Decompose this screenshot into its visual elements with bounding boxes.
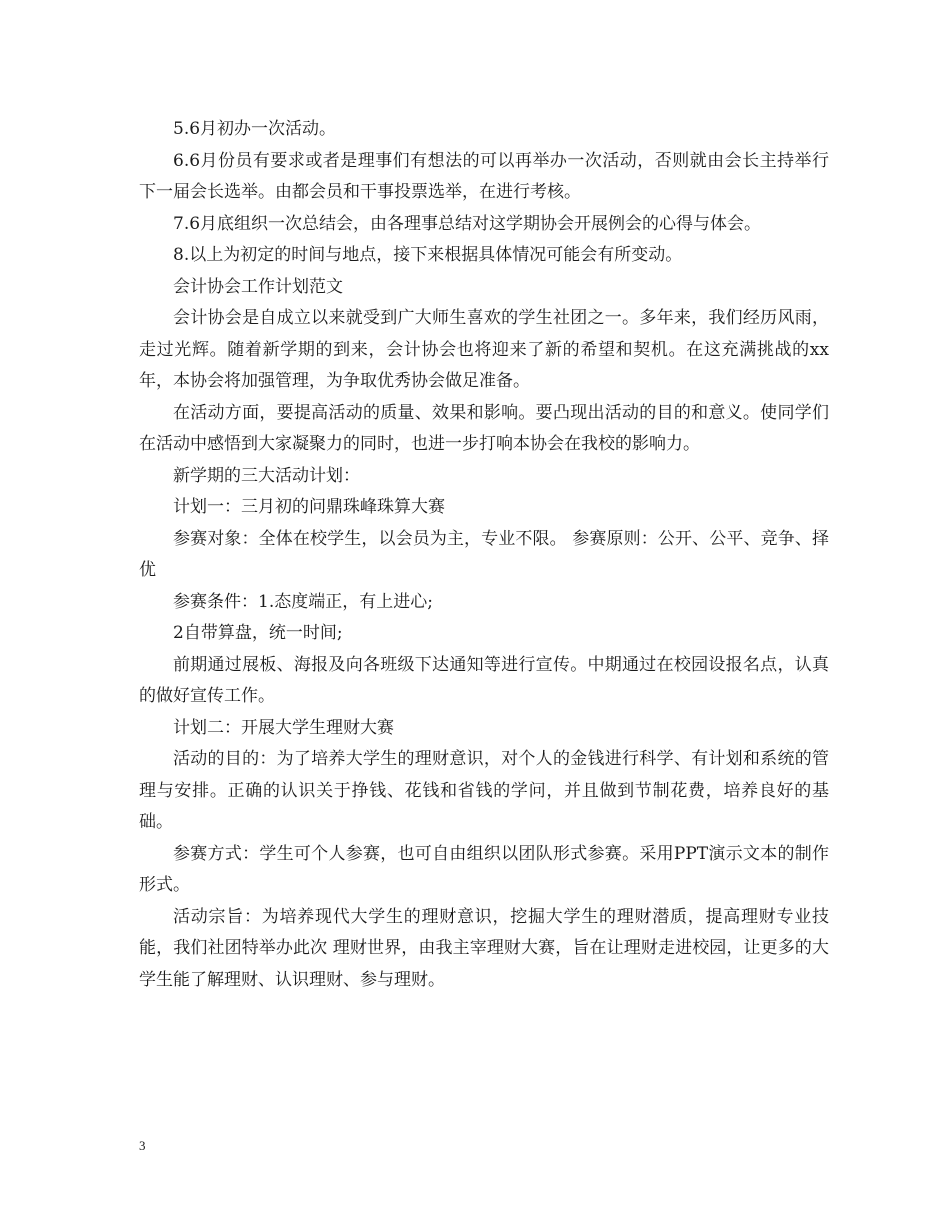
paragraph: 会计协会是自成立以来就受到广大师生喜欢的学生社团之一。多年来，我们经历风雨，走过光辉。随着新学期的到来，会计协会也将迎来了新的希望和契机。在这充满挑战的xx年，本协会将加强管理，为争取优秀协会做足准备。 (139, 308, 829, 391)
paragraph: 新学期的三大活动计划： (173, 465, 360, 486)
paragraph: 2自带算盘，统一时间; (173, 623, 343, 643)
paragraph: 参赛方式：学生可个人参赛，也可自由组织以团队形式参赛。采用PPT演示文本的制作形式。 (139, 843, 829, 895)
paragraph: 6.6月份员有要求或者是理事们有想法的可以再举办一次活动，否则就由会长主持举行下一届会长选举。由都会员和干事投票选举，在进行考核。 (139, 150, 829, 202)
paragraph: 8.以上为初定的时间与地点，接下来根据具体情况可能会有所变动。 (173, 245, 683, 265)
section-heading: 会计协会工作计划范文 (173, 276, 343, 297)
paragraph: 在活动方面，要提高活动的质量、效果和影响。要凸现出活动的目的和意义。使同学们在活动中感悟到大家凝聚力的同时，也进一步打响本协会在我校的影响力。 (139, 402, 829, 454)
document-body (139, 114, 829, 996)
paragraph: 参赛条件：1.态度端正，有上进心; (173, 591, 433, 612)
paragraph: 7.6月底组织一次总结会，由各理事总结对这学期协会开展例会的心得与体会。 (173, 213, 762, 234)
paragraph: 活动的目的：为了培养大学生的理财意识，对个人的金钱进行科学、有计划和系统的管理与安排。正确的认识关于挣钱、花钱和省钱的学问，并且做到节制花费，培养良好的基础。 (139, 749, 829, 832)
page-number: 3 (139, 1138, 146, 1153)
paragraph: 5.6月初办一次活动。 (173, 119, 337, 139)
paragraph: 计划二：开展大学生理财大赛 (173, 717, 394, 738)
paragraph: 参赛对象：全体在校学生，以会员为主，专业不限。 参赛原则：公开、公平、竞争、择优 (139, 528, 829, 580)
paragraph: 前期通过展板、海报及向各班级下达通知等进行宣传。中期通过在校园设报名点，认真的做好宣传工作。 (139, 654, 829, 706)
paragraph: 计划一：三月初的问鼎珠峰珠算大赛 (173, 497, 445, 517)
paragraph: 活动宗旨：为培养现代大学生的理财意识，挖掘大学生的理财潜质，提高理财专业技能，我们社团特举办此次 理财世界，由我主宰理财大赛，旨在让理财走进校园，让更多的大学生能了解理财、认识理财、参与理财。 (139, 906, 829, 990)
